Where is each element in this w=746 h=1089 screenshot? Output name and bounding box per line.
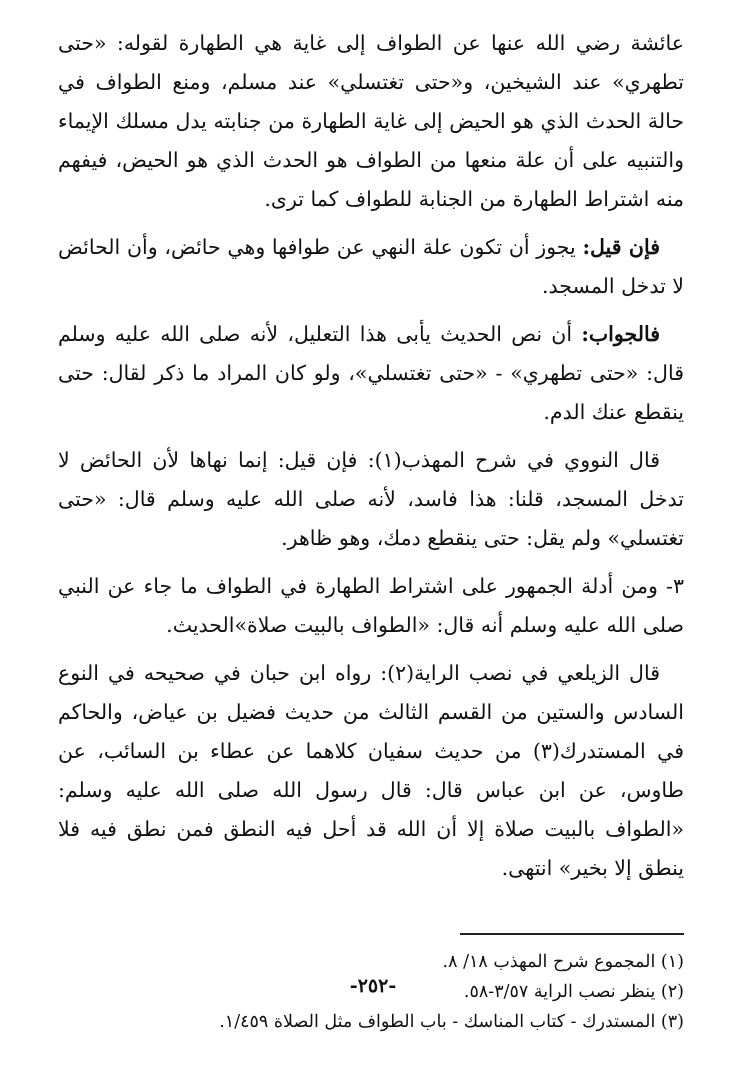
footnote-2: (٢) ينظر نصب الراية ٣/٥٧-٥٨. (463, 982, 684, 1002)
footnote-1: (١) المجموع شرح المهذب ١٨/ ٨. (442, 952, 684, 972)
answer-text: أن نص الحديث يأبى هذا التعليل، لأنه صلى الله عليه وسلم قال: «حتى تطهري» - «حتى تغتسلي»، ولو كان المراد ما ذكر لقال: حتى ينقطع عنك الدم. (58, 322, 684, 424)
paragraph-aisha: عائشة رضي الله عنها عن الطواف إلى غاية هي الطهارة لقوله: «حتى تطهري» عند الشيخين، و«حتى تغتسلي» عند مسلم، ومنع الطواف في حالة الحدث الذي هو الحيض إلى غاية الطهارة من جنابته يدل مسلك الإيماء والتنبيه على أن علة منعها من الطواف هو الحدث الذي هو الحيض، فيفهم منه اشتراط الطهارة من الجنابة للطواف كما ترى. (58, 31, 684, 211)
page-number: -٢٥٢- (349, 975, 397, 997)
objection-label: فإن قيل: (582, 235, 660, 259)
answer-label: فالجواب: (581, 322, 660, 346)
footnote-3: (٣) المستدرك - كتاب المناسك - باب الطواف مثل الصلاة ١/٤٥٩. (219, 1012, 684, 1032)
paragraph-answer (58, 315, 684, 432)
objection-text: يجوز أن تكون علة النهي عن طوافها وهي حائض، وأن الحائض لا تدخل المسجد. (58, 235, 684, 298)
paragraph-nawawi: قال النووي في شرح المهذب(١): فإن قيل: إنما نهاها لأن الحائض لا تدخل المسجد، قلنا: هذا فاسد، لأنه صلى الله عليه وسلم قال: «حتى تغتسلي» ولم يقل: حتى ينقطع دمك، وهو ظاهر. (58, 448, 684, 550)
paragraph-zaylai: قال الزيلعي في نصب الراية(٢): رواه ابن حبان في صحيحه في النوع السادس والستين من القسم الثالث من حديث فضيل بن عياض، والحاكم في المستدرك(٣) من حديث سفيان كلاهما عن عطاء بن السائب، عن طاوس، عن ابن عباس قال: قال رسول الله صلى الله عليه وسلم: «الطواف بالبيت صلاة إلا أن الله قد أحل فيه النطق فمن نطق فيه فلا ينطق إلا بخير» انتهى. (58, 661, 684, 880)
paragraph-evidence-3: ٣- ومن أدلة الجمهور على اشتراط الطهارة في الطواف ما جاء عن النبي صلى الله عليه وسلم أنه قال: «الطواف بالبيت صلاة»الحديث. (58, 574, 684, 637)
footnote-divider (460, 933, 684, 935)
paragraph-objection (58, 228, 684, 306)
